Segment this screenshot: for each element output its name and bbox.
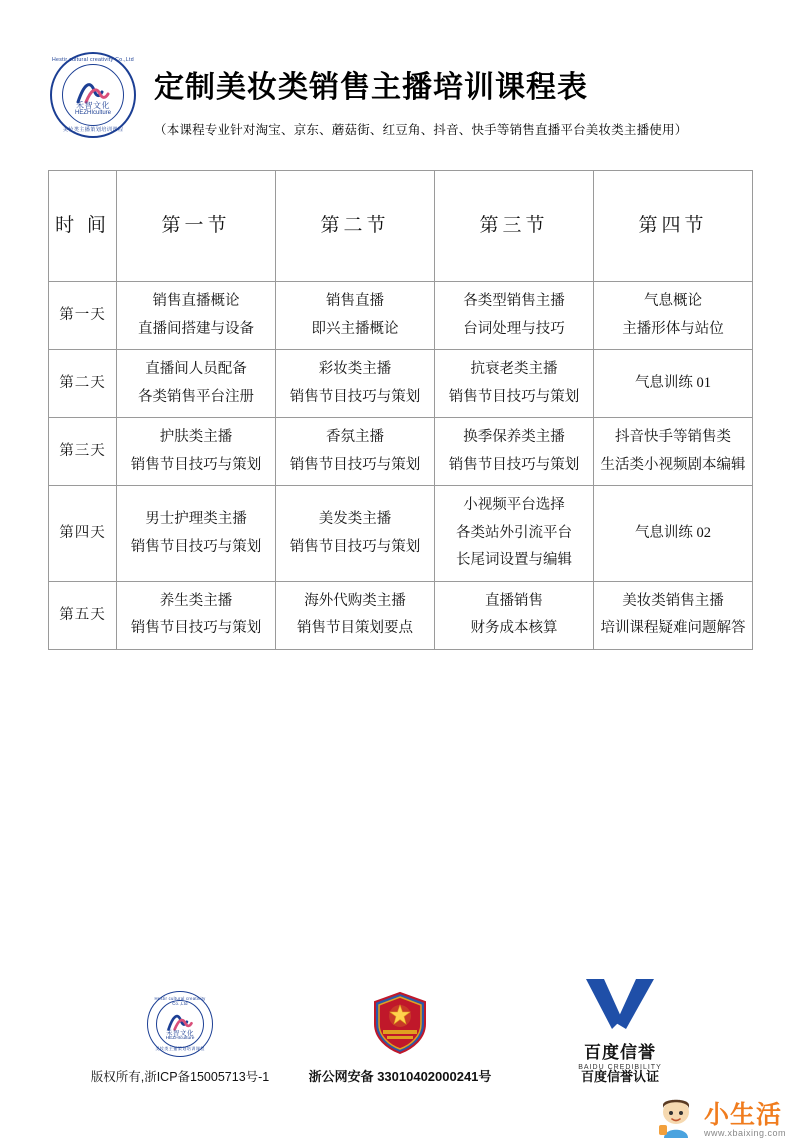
- cell-line: 销售节目技巧与策划: [130, 620, 262, 637]
- table-cell: [117, 581, 276, 649]
- cell-line: 气息概论: [644, 293, 702, 309]
- column-header-period-3: 第三节: [435, 171, 594, 282]
- mini-logo-arc-top: Hestir cultural creativity Co.,Ltd: [154, 996, 206, 1006]
- table-cell: [117, 282, 276, 350]
- column-header-period-2: 第二节: [276, 171, 435, 282]
- table-cell: [594, 418, 753, 486]
- mascot-icon: [654, 1095, 698, 1139]
- cell-line: 小视频平台选择: [463, 497, 565, 514]
- logo-arc-bottom-text: 美妆类主播策划培训课程: [62, 127, 124, 133]
- watermark-url: www.xbaixing.com: [703, 1128, 786, 1139]
- police-emblem-icon: [367, 990, 433, 1056]
- table-row: [49, 581, 753, 649]
- table-cell: [117, 350, 276, 418]
- logo-name-cn: 禾智文化: [76, 101, 110, 110]
- table-cell: [435, 581, 594, 649]
- row-header-day: 第二天: [49, 350, 117, 418]
- baidu-credibility-icon: [582, 975, 658, 1033]
- cell-line: 销售节目技巧与策划: [130, 456, 262, 473]
- table-cell: [435, 486, 594, 582]
- row-header-day: 第五天: [49, 581, 117, 649]
- table-cell: [594, 350, 753, 418]
- mini-logo-arc-bottom: 美妆类主播策划培训课程: [155, 1046, 205, 1051]
- cell-line: 直播间搭建与设备: [138, 320, 254, 337]
- page-title: 定制美妆类销售主播培训课程表: [154, 71, 588, 104]
- table-header-row-group: [49, 171, 753, 282]
- cell-line: 主播形体与站位: [622, 320, 724, 337]
- site-watermark: [654, 1095, 786, 1139]
- cell-line: 美发类主播: [318, 511, 392, 528]
- cell-line: 财务成本核算: [470, 620, 558, 637]
- cell-line: 各类站外引流平台: [456, 524, 572, 541]
- badge-icon-wrap: [295, 986, 505, 1060]
- badge-baidu-credibility[interactable]: [515, 986, 725, 1085]
- watermark-title: 小生活: [703, 1100, 782, 1129]
- table-cell: [594, 581, 753, 649]
- row-header-day: 第一天: [49, 282, 117, 350]
- table-row: [49, 486, 753, 582]
- schedule-table-wrapper: [48, 170, 752, 650]
- badge-icon-wrap: [75, 987, 285, 1061]
- baidu-credibility-text: 百度信誉认证: [580, 1069, 659, 1084]
- cell-line: 换季保养类主播: [463, 429, 565, 446]
- cell-line: 销售节目技巧与策划: [289, 456, 421, 473]
- table-row: [49, 282, 753, 350]
- table-body: [49, 282, 753, 650]
- table-cell: [117, 486, 276, 582]
- cell-line: 长尾词设置与编辑: [456, 552, 572, 569]
- table-cell: [435, 350, 594, 418]
- cell-line: 美妆类销售主播: [622, 592, 724, 609]
- cell-line: 气息训练 01: [634, 374, 712, 391]
- baidu-brand-en: BAIDU CREDIBILITY: [578, 1064, 662, 1071]
- cell-line: 销售节目技巧与策划: [448, 388, 580, 405]
- cell-line: 销售直播概论: [152, 293, 240, 309]
- cell-line: 护肤类主播: [159, 429, 233, 446]
- table-header-row: [49, 171, 753, 282]
- cell-line: 各类型销售主播: [463, 293, 565, 309]
- cell-line: 海外代购类主播: [304, 592, 406, 609]
- copyright-text: 版权所有,浙ICP备15005713号-1: [90, 1070, 270, 1084]
- cell-line: 养生类主播: [159, 592, 233, 609]
- table-cell: [435, 418, 594, 486]
- table-cell: [276, 418, 435, 486]
- cell-line: 直播间人员配备: [145, 361, 247, 378]
- cell-line: 气息训练 02: [634, 524, 712, 541]
- cell-line: 销售直播: [326, 293, 384, 309]
- table-cell: [594, 282, 753, 350]
- column-header-time: 时 间: [49, 171, 117, 282]
- schedule-table: [48, 170, 753, 650]
- cell-line: 台词处理与技巧: [463, 320, 565, 337]
- watermark-text: [704, 1102, 786, 1139]
- cell-line: 销售节目技巧与策划: [448, 456, 580, 473]
- cell-line: 抗衰老类主播: [470, 361, 558, 378]
- badge-copyright: [75, 987, 285, 1085]
- cell-line: 培训课程疑难问题解答: [600, 620, 746, 637]
- table-cell: [435, 282, 594, 350]
- column-header-period-1: 第一节: [117, 171, 276, 282]
- cell-line: 即兴主播概论: [311, 320, 399, 337]
- cell-line: 销售节目技巧与策划: [289, 388, 421, 405]
- table-cell: [276, 486, 435, 582]
- badge-police-record: [295, 986, 505, 1085]
- cell-line: 直播销售: [485, 592, 543, 609]
- footer-badges: [0, 986, 800, 1085]
- cell-line: 销售节目技巧与策划: [289, 538, 421, 555]
- cell-line: 销售节目技巧与策划: [130, 538, 262, 555]
- hezhi-logo-icon: [147, 991, 213, 1057]
- cell-line: 男士护理类主播: [145, 511, 247, 528]
- table-row: [49, 350, 753, 418]
- title-block: [154, 52, 687, 138]
- row-header-day: 第四天: [49, 486, 117, 582]
- page-subtitle: （本课程专业针对淘宝、京东、蘑菇街、红豆角、抖音、快手等销售直播平台美妆类主播使用）: [154, 123, 688, 137]
- cell-line: 彩妆类主播: [318, 361, 392, 378]
- table-cell: [594, 486, 753, 582]
- baidu-brand-cn: 百度信誉: [583, 1043, 656, 1062]
- document-header: [0, 0, 800, 138]
- mini-logo-name-en: HEZHIculture: [165, 1036, 195, 1041]
- table-cell: [276, 350, 435, 418]
- row-header-day: 第三天: [49, 418, 117, 486]
- cell-line: 香氛主播: [326, 429, 384, 446]
- cell-line: 各类销售平台注册: [138, 388, 254, 405]
- company-logo: [50, 52, 136, 138]
- cell-line: 抖音快手等销售类: [615, 429, 731, 446]
- logo-arc-top-text: Hestir cultural creativity Co.,Ltd: [52, 57, 134, 63]
- logo-name-en: HEZHIculture: [74, 110, 111, 116]
- badge-icon-wrap: [515, 986, 725, 1071]
- mini-logo-name-cn: 禾智文化: [166, 1030, 194, 1037]
- table-cell: [276, 282, 435, 350]
- column-header-period-4: 第四节: [594, 171, 753, 282]
- police-record-text: 浙公网安备 33010402000241号: [308, 1069, 492, 1084]
- table-cell: [117, 418, 276, 486]
- table-row: [49, 418, 753, 486]
- document-footer: [0, 986, 800, 1085]
- cell-line: 生活类小视频剧本编辑: [600, 456, 746, 473]
- cell-line: 销售节目策划要点: [297, 620, 413, 637]
- table-cell: [276, 581, 435, 649]
